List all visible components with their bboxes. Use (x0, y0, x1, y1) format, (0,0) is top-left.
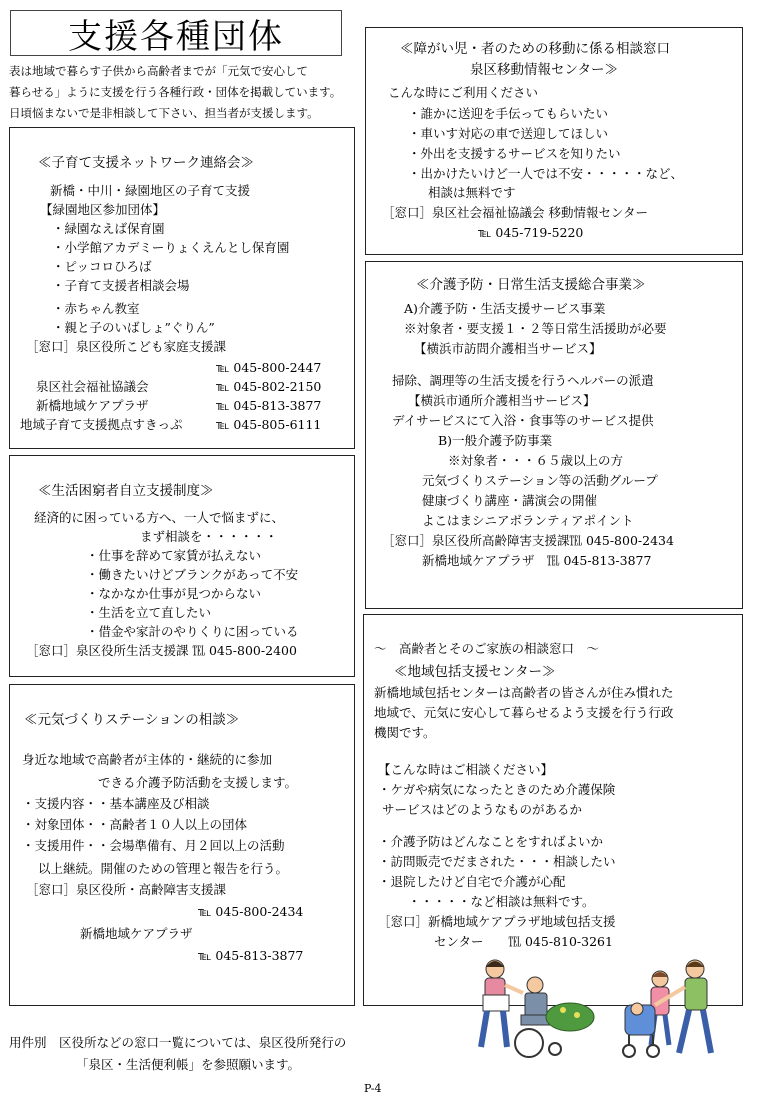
kaigo-heading: ≪介護予防・日常生活支援総合事業≫ (416, 277, 646, 293)
kosodate-tel: ℡ 045-802-2150 (216, 379, 322, 394)
footer-line-1: 用件別 区役所などの窓口一覧については、泉区役所発行の (9, 1035, 347, 1050)
kaigo-line: 【横浜市通所介護相当サービス】 (408, 393, 596, 408)
page-title: 支援各種団体 (68, 16, 284, 57)
wheelchair-caregiver-icon (481, 960, 594, 1057)
kaigo-line: 新橋地域ケアプラザ ℡ 045-813-3877 (422, 553, 652, 568)
kaigo-line: 掃除、調理等の生活支援を行うヘルパーの派遣 (392, 373, 654, 388)
idou-tel: ℡ 045-719-5220 (478, 225, 584, 240)
intro-line-3: 日頃悩まないで是非相談して下さい、担当者が支援します。 (9, 106, 319, 120)
idou-heading: 泉区移動情報センター≫ (470, 62, 618, 78)
houkatsu-subheading: ～ 高齢者とそのご家族の相談窓口 ～ (374, 641, 600, 656)
seikatsu-box (9, 455, 355, 677)
kosodate-box (9, 127, 355, 449)
genki-line: ・支援内容・・基本講座及び相談 (22, 796, 210, 811)
kaigo-line: A)介護予防・生活支援サービス事業 (404, 301, 606, 316)
houkatsu-line: ・訪問販売でだまされた・・・相談したい (378, 854, 616, 869)
kaigo-box (365, 261, 743, 609)
genki-tel: ℡ 045-800-2434 (198, 904, 304, 919)
kosodate-heading: ≪子育て支援ネットワーク連絡会≫ (38, 155, 254, 171)
houkatsu-line: 【こんな時はご相談ください】 (378, 762, 554, 777)
kosodate-contact-name: 泉区社会福祉協議会 (36, 379, 149, 394)
kosodate-line: 新橋・中川・緑園地区の子育て支援 (50, 183, 251, 198)
kaigo-line: ※対象者・要支援１・２等日常生活援助が必要 (404, 321, 667, 336)
kosodate-line: ・緑園なえば保育園 (52, 221, 165, 236)
houkatsu-line: ［窓口］新橋地域ケアプラザ地域包括支援 (378, 914, 616, 929)
idou-line: 相談は無料です (428, 185, 516, 200)
houkatsu-line: サービスはどのようなものがあるか (382, 802, 583, 817)
kaigo-line: デイサービスにて入浴・食事等のサービス提供 (392, 413, 654, 428)
idou-line: ・車いす対応の車で送迎してほしい (408, 126, 609, 141)
kosodate-tel: ℡ 045-805-6111 (216, 417, 322, 432)
footer-line-2: 「泉区・生活便利帳」を参照願います。 (76, 1057, 301, 1072)
seikatsu-line: ・生活を立て直したい (86, 605, 212, 620)
seikatsu-heading: ≪生活困窮者自立支援制度≫ (38, 483, 214, 499)
houkatsu-heading: ≪地域包括支援センター≫ (394, 664, 556, 680)
houkatsu-line: ・ケガや病気になったときのため介護保険 (378, 782, 616, 797)
kaigo-line: ※対象者・・・６５歳以上の方 (448, 453, 624, 468)
houkatsu-line: ・・・・・など相談は無料です。 (408, 894, 595, 909)
kosodate-line: ・親と子のいばしょ”ぐりん” (52, 320, 215, 335)
genki-line: 身近な地域で高齢者が主体的・継続的に参加 (22, 752, 273, 767)
page-number: P-4 (364, 1082, 382, 1095)
genki-line: ・対象団体・・高齢者１０人以上の団体 (22, 817, 248, 832)
kaigo-line: ［窓口］泉区役所高齢障害支援課℡ 045-800-2434 (382, 533, 674, 548)
genki-line: ［窓口］泉区役所・高齢障害支援課 (26, 882, 227, 897)
genki-heading: ≪元気づくりステーションの相談≫ (24, 712, 240, 728)
idou-line: ・誰かに送迎を手伝ってもらいたい (408, 106, 609, 121)
kosodate-line: ・小学館アカデミーりょくえんとし保育園 (52, 240, 290, 255)
genki-line: 新橋地域ケアプラザ (80, 926, 193, 941)
seikatsu-line: ・借金や家計のやりくりに困っている (86, 624, 299, 639)
kaigo-line: B)一般介護予防事業 (438, 433, 553, 448)
kaigo-line: 元気づくりステーション等の活動グループ (422, 473, 658, 488)
idou-line: ・外出を支援するサービスを知りたい (408, 146, 621, 161)
seikatsu-line: ・なかなか仕事が見つからない (86, 586, 262, 601)
houkatsu-line: ・退院したけど自宅で介護が心配 (378, 874, 566, 889)
houkatsu-line: センター ℡ 045-810-3261 (434, 934, 613, 949)
idou-heading: ≪障がい児・者のための移動に係る相談窓口 (400, 41, 670, 57)
genki-line: 以上継続。開催のための管理と報告を行う。 (38, 861, 289, 876)
idou-line: ・出かけたいけど一人では不安・・・・・など、 (408, 166, 684, 181)
intro-line-1: 表は地域で暮らす子供から高齢者までが「元気で安心して (9, 64, 308, 78)
seikatsu-line: ・仕事を辞めて家賃が払えない (86, 548, 262, 563)
houkatsu-line: ・介護予防はどんなことをすればよいか (378, 834, 604, 849)
kosodate-line: ・子育て支援者相談会場 (52, 278, 190, 293)
genki-line: できる介護予防活動を支援します。 (98, 775, 298, 790)
stroller-family-icon (623, 960, 711, 1057)
page-title-box (10, 10, 342, 56)
intro-line-2: 暮らせる」ように支援を行う各種行政・団体を掲載しています。 (9, 85, 342, 99)
kaigo-line: 【横浜市訪問介護相当サービス】 (414, 341, 602, 356)
kosodate-tel: ℡ 045-813-3877 (216, 398, 322, 413)
houkatsu-line: 新橋地域包括センターは高齢者の皆さんが住み慣れた (374, 685, 674, 700)
genki-line: ・支援用件・・会場準備有、月２回以上の活動 (22, 838, 285, 853)
houkatsu-box (363, 614, 743, 1006)
seikatsu-line: 経済的に困っている方へ、一人で悩まずに、 (34, 510, 285, 525)
idou-line: ［窓口］泉区社会福祉協議会 移動情報センター (382, 205, 648, 220)
genki-tel: ℡ 045-813-3877 (198, 948, 304, 963)
seikatsu-line: ［窓口］泉区役所生活支援課 ℡ 045-800-2400 (26, 643, 297, 658)
kosodate-line: ［窓口］泉区役所こども家庭支援課 (26, 339, 227, 354)
kosodate-tel: ℡ 045-800-2447 (216, 360, 322, 375)
kaigo-line: よこはまシニアボランティアポイント (422, 513, 634, 528)
kosodate-contact-name: 新橋地域ケアプラザ (36, 398, 149, 413)
kaigo-line: 健康づくり講座・講演会の開催 (422, 493, 598, 508)
seikatsu-line: まず相談を・・・・・・ (140, 529, 278, 544)
caregiver-illustration (455, 955, 745, 1065)
seikatsu-line: ・働きたいけどブランクがあって不安 (86, 567, 299, 582)
kosodate-line: 【緑園地区参加団体】 (40, 202, 166, 217)
kosodate-line: ・ピッコロひろば (52, 259, 152, 274)
kosodate-line: ・赤ちゃん教室 (52, 301, 140, 316)
idou-box (365, 27, 743, 255)
kosodate-contact-name: 地域子育て支援拠点すきっぷ (20, 417, 183, 432)
genki-box (9, 684, 355, 1006)
houkatsu-line: 機関です。 (374, 725, 436, 740)
houkatsu-line: 地域で、元気に安心して暮らせるよう支援を行う行政 (374, 705, 674, 720)
idou-line: こんな時にご利用ください (388, 85, 539, 100)
